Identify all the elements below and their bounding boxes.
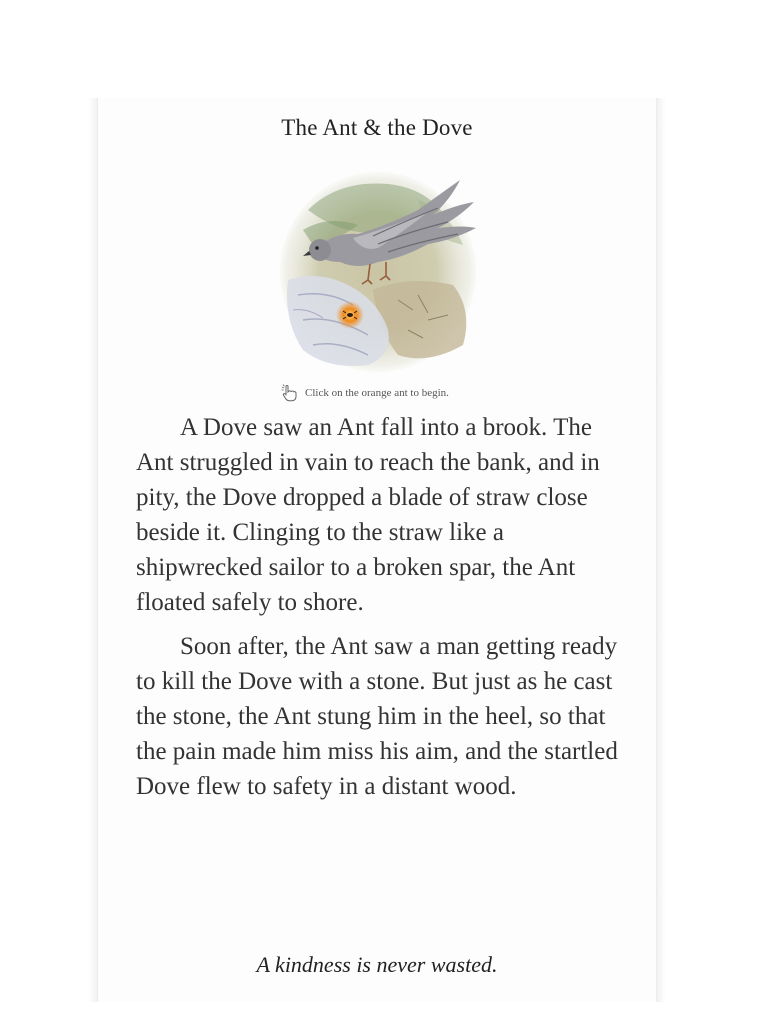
pointing-hand-icon (280, 384, 300, 402)
page-shadow-right (656, 98, 666, 1002)
story-body (136, 410, 626, 813)
story-title: The Ant & the Dove (281, 115, 473, 140)
book-page (97, 98, 657, 1002)
begin-hint (280, 384, 449, 402)
story-moral: A kindness is never wasted. (256, 952, 498, 977)
hint-text: Click on the orange ant to begin. (305, 387, 449, 399)
paragraph-1: A Dove saw an Ant fall into a brook. The Ant struggled in vain to reach the bank, and in pity, the Dove dropped a blade of straw close beside it. Clinging to the straw like a shipwrecked sailor to a broken spar, the Ant floated safely to shore. (136, 414, 600, 616)
paragraph-2: Soon after, the Ant saw a man getting ready to kill the Dove with a stone. But just as he cast the stone, the Ant stung him in the heel, so that the pain made him miss his aim, and the startled Dove flew to safety in a distant wood. (136, 633, 618, 800)
orange-ant-icon[interactable] (336, 301, 364, 329)
dove-illustration (278, 170, 478, 375)
